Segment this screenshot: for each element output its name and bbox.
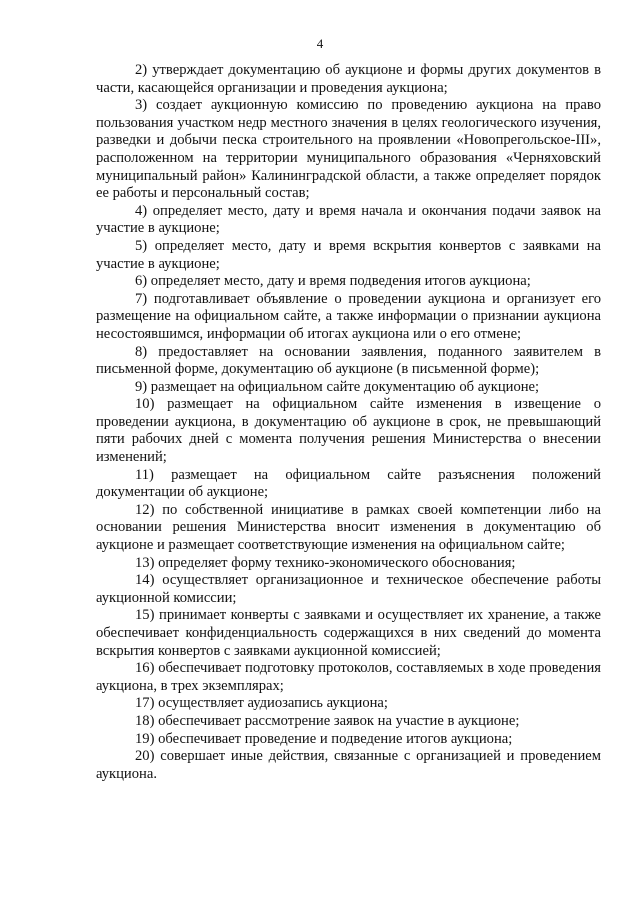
list-item-8: 8) предоставляет на основании заявления, поданного заявителем в письменной форме, документацию об аукционе (в письменной форме); xyxy=(96,343,601,378)
list-item-3: 3) создает аукционную комиссию по проведению аукциона на право пользования участком недр местного значения в целях геологического изучения, разведки и добычи песка строительного на проявлении «Новопрегольское-III», расположенном на территории муниципального образования «Черняховский муниципальный район» Калининградской области, а также определяет порядок ее работы и персональный состав; xyxy=(96,97,601,202)
list-item-17: 17) осуществляет аудиозапись аукциона; xyxy=(135,695,388,712)
list-item-10: 10) размещает на официальном сайте изменения в извещение о проведении аукциона, в документацию об аукционе в срок, не превышающий пяти рабочих дней с момента получения решения Министерства о внесении изменений; xyxy=(96,396,601,466)
list-item-13: 13) определяет форму технико-экономического обоснования; xyxy=(135,554,516,571)
list-item-2: 2) утверждает документацию об аукционе и формы других документов в части, касающейся организации и проведения аукциона; xyxy=(96,62,601,96)
list-item-20: 20) совершает иные действия, связанные с организацией и проведением аукциона. xyxy=(96,748,601,782)
list-item-19: 19) обеспечивает проведение и подведение итогов аукциона; xyxy=(135,730,513,747)
list-item-16: 16) обеспечивает подготовку протоколов, составляемых в ходе проведения аукциона, в трех экземплярах; xyxy=(96,660,601,694)
list-item-4: 4) определяет место, дату и время начала и окончания подачи заявок на участие в аукционе; xyxy=(96,202,601,237)
list-item-14: 14) осуществляет организационное и техническое обеспечение работы аукционной комиссии; xyxy=(96,572,601,606)
list-item-6: 6) определяет место, дату и время подведения итогов аукциона; xyxy=(135,273,531,290)
list-item-11: 11) размещает на официальном сайте разъяснения положений документации об аукционе; xyxy=(96,466,601,501)
list-item-7: 7) подготавливает объявление о проведении аукциона и организует его размещение на официальном сайте, а также информации о признании аукциона несостоявшимся, информации об итогах аукциона или о его отмене; xyxy=(96,290,601,342)
list-item-18: 18) обеспечивает рассмотрение заявок на участие в аукционе; xyxy=(135,712,520,729)
page-number: 4 xyxy=(316,36,324,51)
list-item-5: 5) определяет место, дату и время вскрытия конвертов с заявками на участие в аукционе; xyxy=(96,237,601,272)
document-body xyxy=(96,62,601,783)
list-item-15: 15) принимает конверты с заявками и осуществляет их хранение, а также обеспечивает конфиденциальность содержащихся в них сведений до момента вскрытия конвертов с заявками аукционной комиссией; xyxy=(96,607,601,659)
list-item-9: 9) размещает на официальном сайте документацию об аукционе; xyxy=(135,378,540,395)
list-item-12: 12) по собственной инициативе в рамках своей компетенции либо на основании решения Министерства вносит изменения в документацию об аукционе и размещает соответствующие изменения на официальном сайте; xyxy=(96,501,601,554)
